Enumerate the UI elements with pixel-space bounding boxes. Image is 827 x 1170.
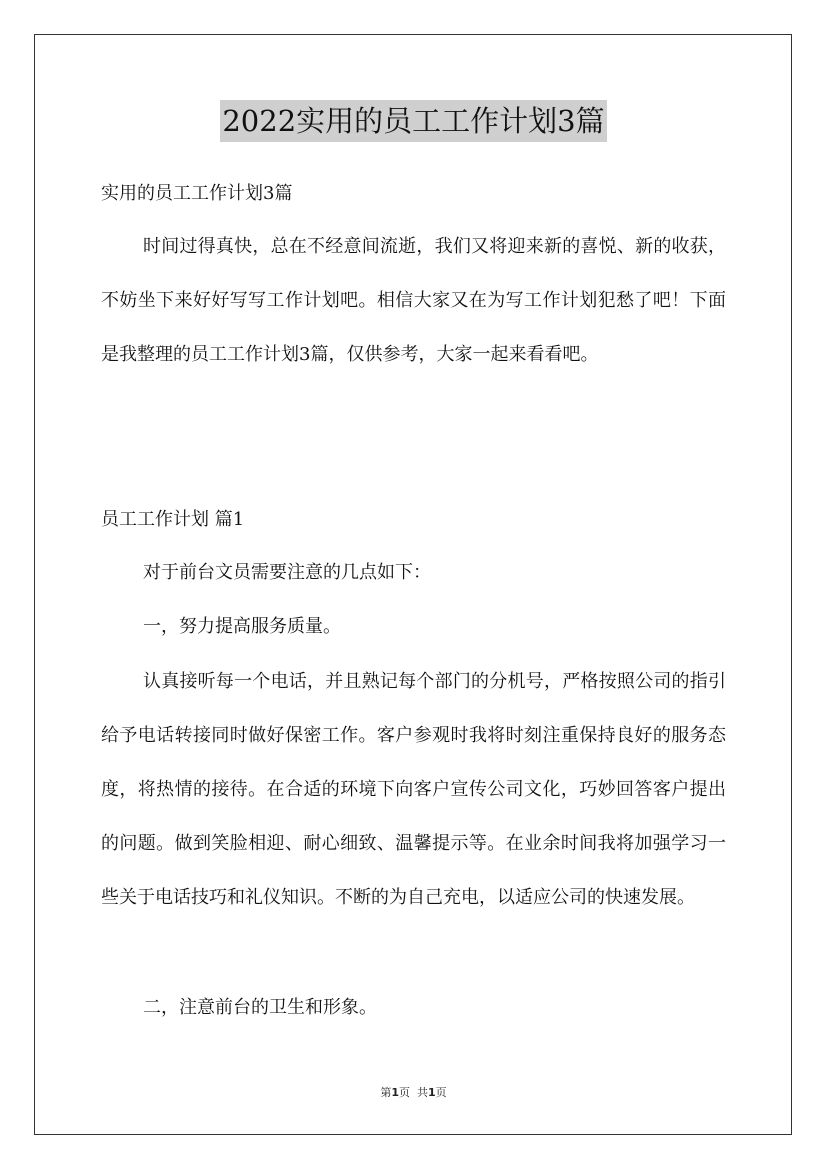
page-footer xyxy=(0,1084,827,1100)
footer-page-number: 1 xyxy=(391,1086,399,1099)
body-paragraph: 二，注意前台的卫生和形象。 xyxy=(143,997,377,1018)
footer-total-prefix: 共 xyxy=(417,1086,428,1099)
footer-page-suffix: 页 xyxy=(399,1086,410,1099)
body-paragraph: 一，努力提高服务质量。 xyxy=(143,616,341,637)
footer-page-prefix: 第 xyxy=(380,1086,392,1099)
body-paragraph: 对于前台文员需要注意的几点如下： xyxy=(143,562,431,583)
section-heading: 员工工作计划 篇1 xyxy=(101,509,245,530)
footer-total-pages: 1 xyxy=(428,1086,436,1099)
document-subtitle: 实用的员工工作计划3篇 xyxy=(101,183,293,204)
document-title: 2022实用的员工工作计划3篇 xyxy=(220,100,606,142)
intro-paragraph: 时间过得真快，总在不经意间流逝，我们又将迎来新的喜悦、新的收获，不妨坐下来好好写写工作计划吧。相信大家又在为写工作计划犯愁了吧！下面是我整理的员工工作计划3篇，仅供参考，大家一起来看看吧。 xyxy=(101,236,726,365)
footer-total-suffix: 页 xyxy=(435,1086,447,1099)
title-container xyxy=(0,100,827,142)
body-paragraph: 认真接听每一个电话，并且熟记每个部门的分机号，严格按照公司的指引给予电话转接同时做好保密工作。客户参观时我将时刻注重保持良好的服务态度，将热情的接待。在合适的环境下向客户宣传公司文化，巧妙回答客户提出的问题。做到笑脸相迎、耐心细致、温馨提示等。在业余时间我将加强学习一些关于电话技巧和礼仪知识。不断的为自己充电，以适应公司的快速发展。 xyxy=(101,671,726,908)
